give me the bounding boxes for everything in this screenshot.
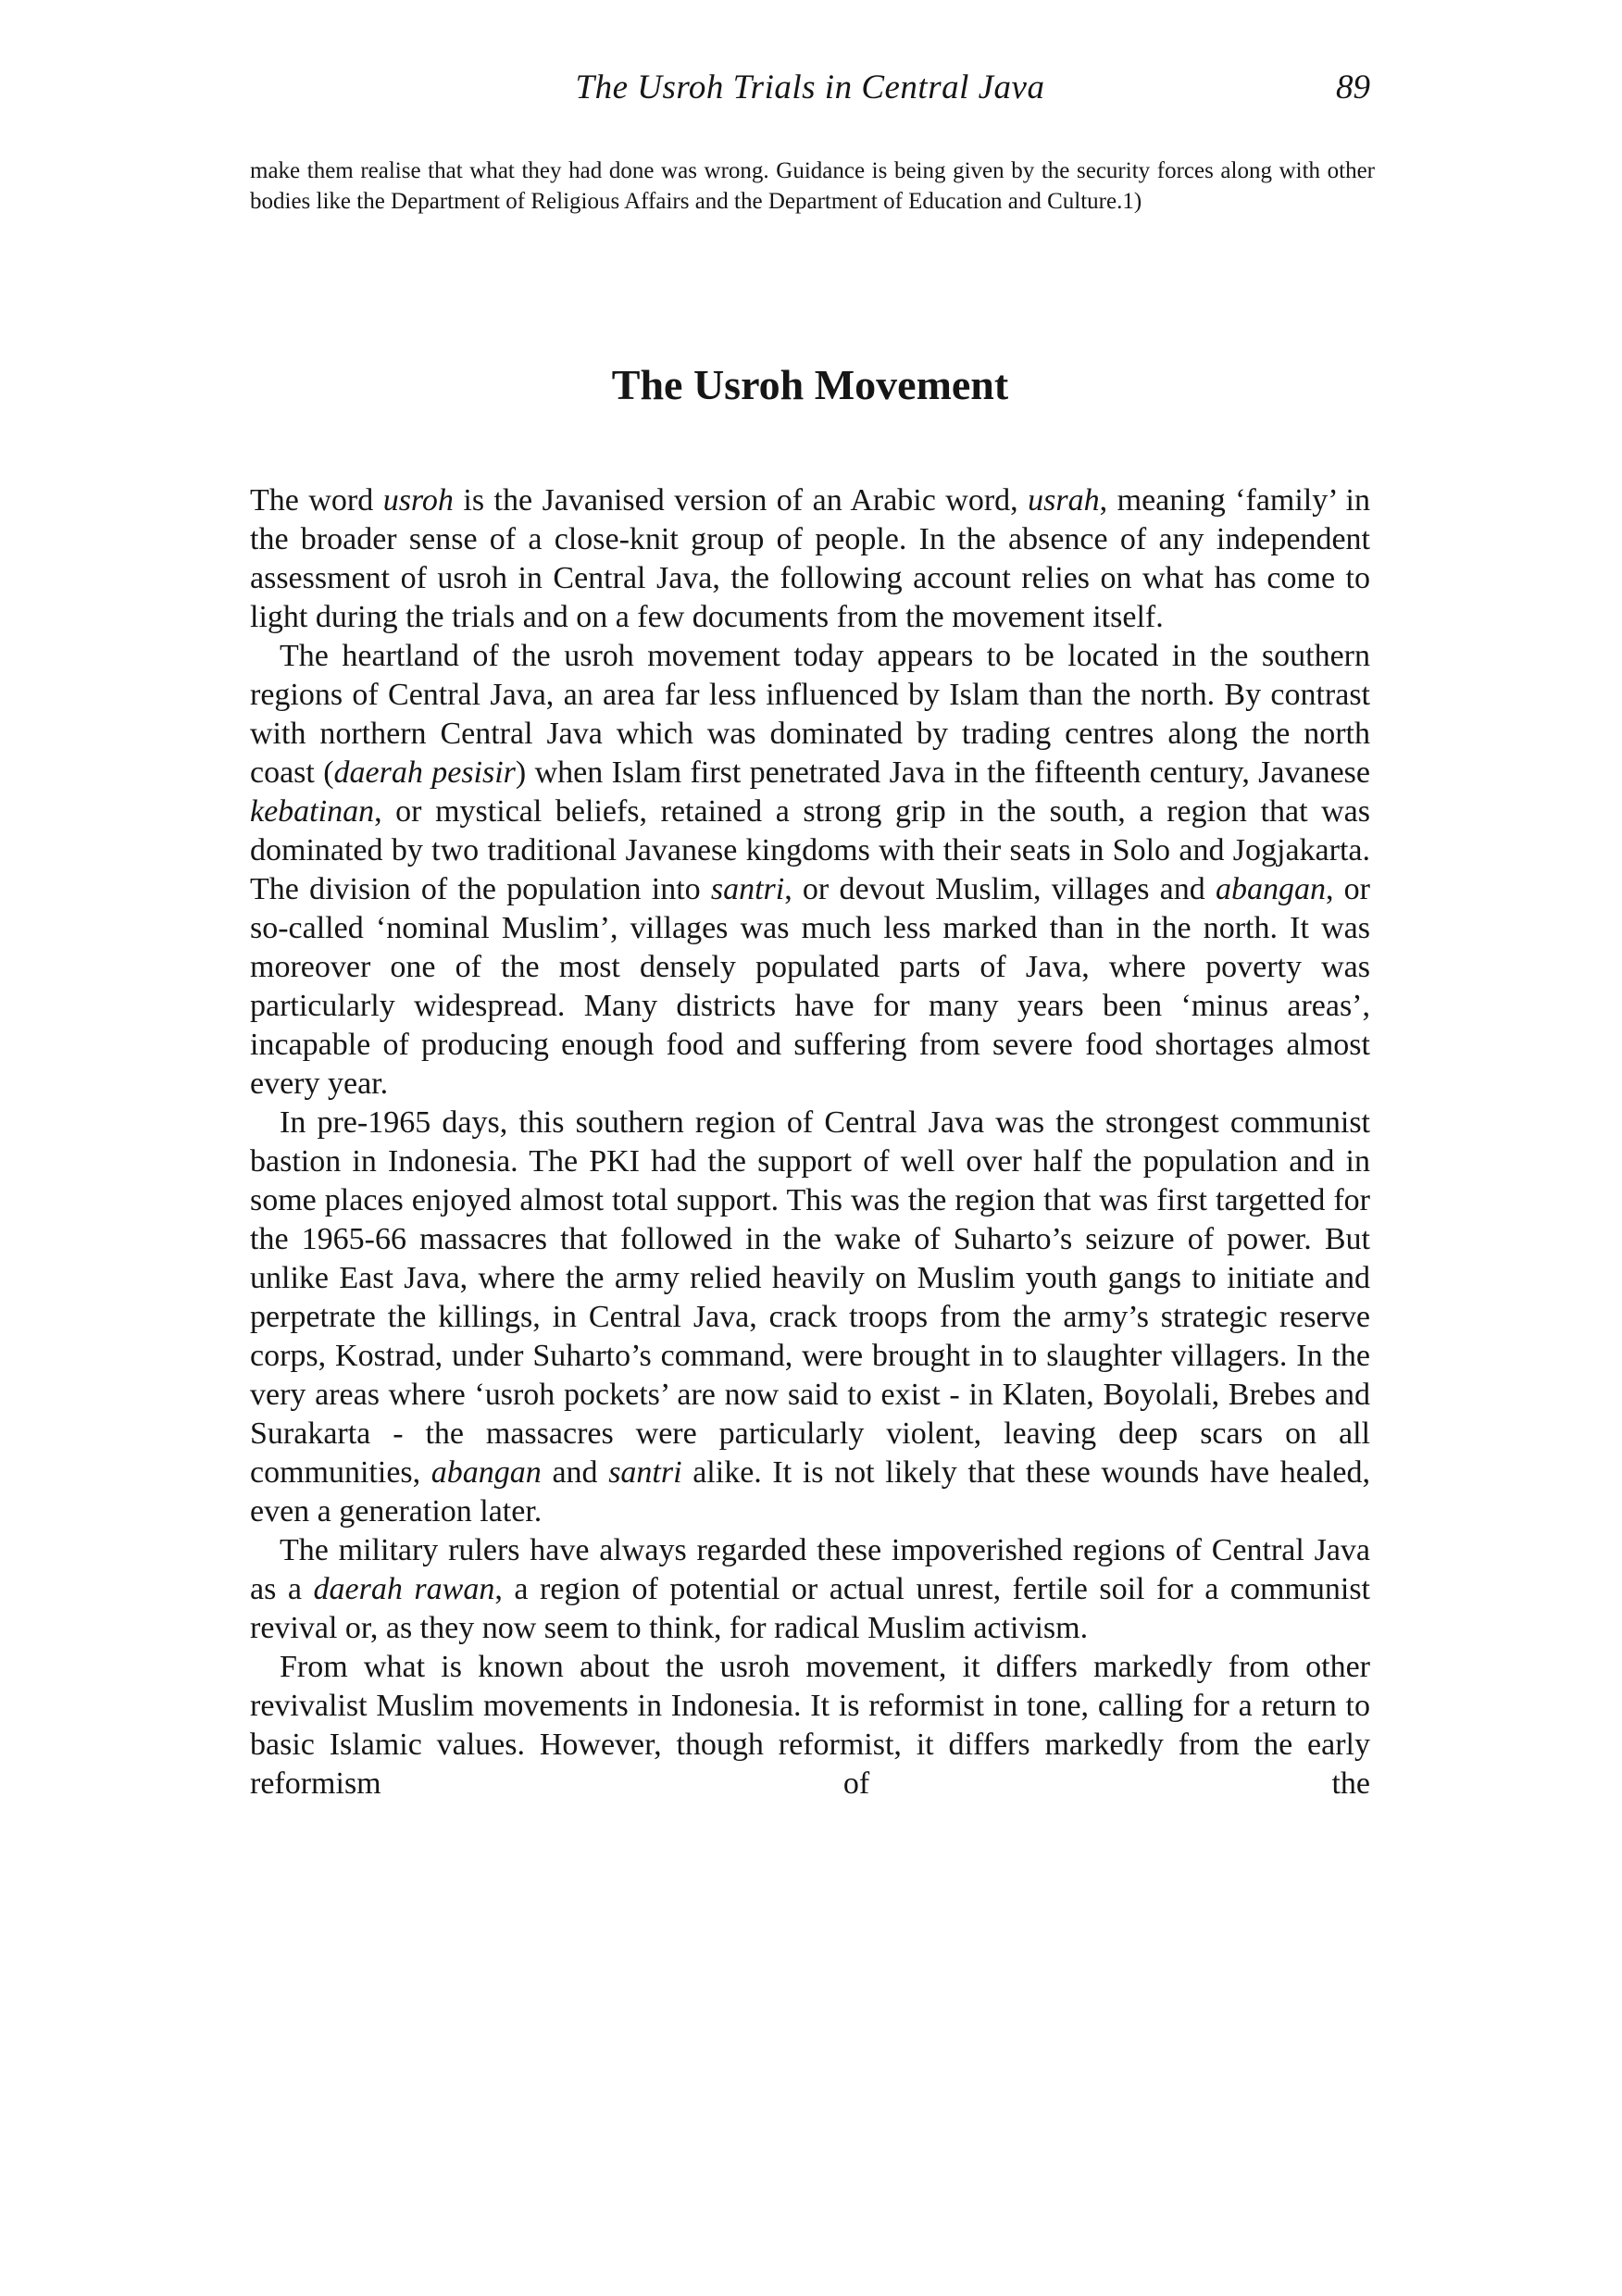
section-title: The Usroh Movement <box>611 361 1009 408</box>
italic-term: kebatinan <box>250 794 375 829</box>
text-run: , a region of potential or actual unrest, fertile soil for a communist revival or, as they now seem to think, for radical Muslim activism. <box>250 1572 1371 1645</box>
italic-term: santri <box>710 872 785 906</box>
text-run: ) when Islam first penetrated Java in the fifteenth century, Javanese <box>515 755 1371 790</box>
text-run: alike. It is not likely that these wounds have healed, even a generation later. <box>250 1455 1370 1529</box>
running-title: The Usroh Trials in Central Java <box>575 69 1045 106</box>
text-run: From what is known about the usroh movement, it differs markedly from other revivalist Muslim movements in Indonesia. It is reformist in tone, calling for a return to basic Islamic values. However, though reformist, it differs markedly from the early reformism of the <box>250 1650 1370 1801</box>
running-header <box>250 65 1370 111</box>
paragraph <box>250 1531 1370 1648</box>
italic-term: daerah rawan <box>313 1572 495 1606</box>
paragraph <box>250 1104 1370 1531</box>
italic-term: abangan <box>1215 872 1326 906</box>
italic-term: abangan <box>430 1455 542 1490</box>
text-run: The military rulers have always regarded these impoverished regions of Central Java as a <box>250 1533 1370 1606</box>
paragraph <box>250 637 1370 1104</box>
text-run: and <box>541 1455 609 1490</box>
paragraph <box>250 481 1370 637</box>
body-text <box>250 481 1370 1803</box>
text-run: The heartland of the usroh movement today appears to be located in the southern regions of Central Java, an area far less influenced by Islam than the north. By contrast with northern Central Java which was dominated by trading centres along the north coast ( <box>250 639 1370 790</box>
italic-term: santri <box>608 1455 682 1490</box>
text-run: In pre-1965 days, this southern region of Central Java was the strongest communist bastion in Indonesia. The PKI had the support of well over half the population and in some places enjoyed almost total support. This was the region that was first targetted for the 1965-66 massacres that followed in the wake of Suharto’s seizure of power. But unlike East Java, where the army relied heavily on Muslim youth gangs to initiate and perpetrate the killings, in Central Java, crack troops from the army’s strategic reserve corps, Kostrad, under Suharto’s command, were brought in to slaughter villagers. In the very areas where ‘usroh pockets’ are now said to exist - in Klaten, Boyolali, Brebes and Surakarta - the massacres were particularly violent, leaving deep scars on all communities, <box>250 1105 1370 1490</box>
text-run: , or mystical beliefs, retained a strong grip in the south, a region that was dominated by two traditional Javanese kingdoms with their seats in Solo and Jogjakarta. The division of the population into <box>250 794 1370 906</box>
text-run: , or so-called ‘nominal Muslim’, villages was much less marked than in the north. It was moreover one of the most densely populated parts of Java, where poverty was particularly widespread. Many districts have for many years been ‘minus areas’, incapable of producing enough food and suffering from severe food shortages almost every year. <box>250 872 1370 1101</box>
page-number: 89 <box>1336 69 1370 106</box>
italic-term: daerah pesisir <box>333 755 516 790</box>
quoted-extract: make them realise that what they had done was wrong. Guidance is being given by the security forces along with other bodies like the Department of Religious Affairs and the Department of Education and Culture.1) <box>250 158 1375 214</box>
text-run: The word <box>250 483 383 518</box>
paragraph <box>250 1648 1370 1803</box>
text-run: is the Javanised version of an Arabic word, <box>453 483 1029 518</box>
text-run: , or devout Muslim, villages and <box>784 872 1216 906</box>
italic-term: usrah <box>1028 483 1100 518</box>
italic-term: usroh <box>382 483 454 518</box>
text-run: , meaning ‘family’ in the broader sense of a close-knit group of people. In the absence of any independent assessment of usroh in Central Java, the following account relies on what has come to light during the trials and on a few documents from the movement itself. <box>250 483 1370 634</box>
